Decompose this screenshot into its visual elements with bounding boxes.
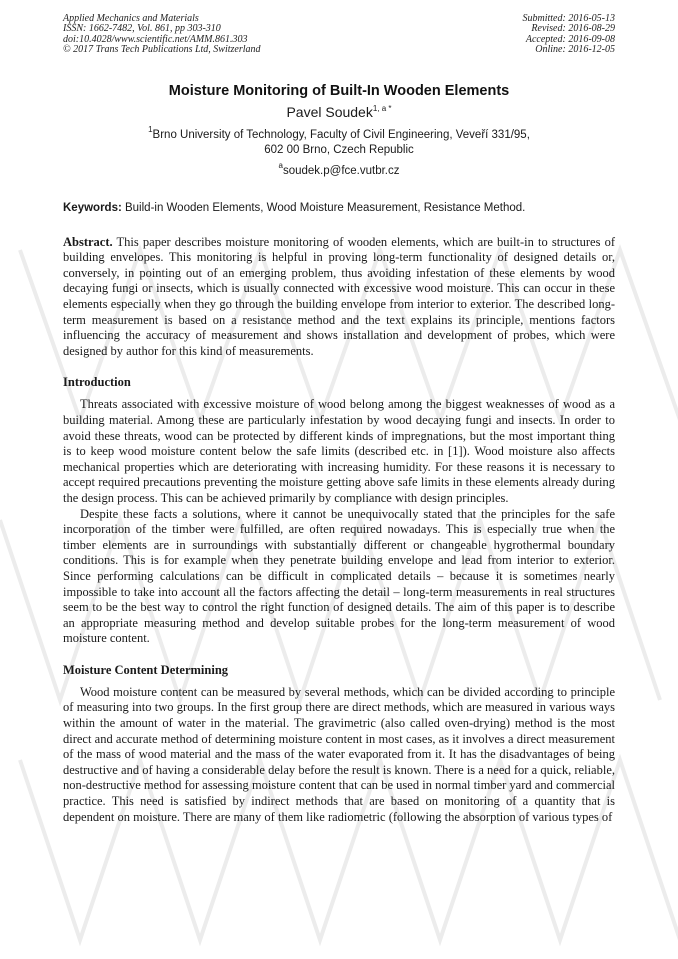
journal-info xyxy=(63,14,261,56)
author-email xyxy=(63,160,615,179)
publication-dates xyxy=(523,14,616,56)
abstract-label: Abstract. xyxy=(63,234,113,249)
online-date: Online: 2016-12-05 xyxy=(535,44,615,56)
journal-name: Applied Mechanics and Materials xyxy=(63,13,199,24)
paragraph: Wood moisture content can be measured by several methods, which can be divided according to principle of measuring into two groups. In the first group there are direct methods, which are measured in various ways within the amount of water in the material. The gravimetric (also called oven-drying) method is the most direct and accurate method of determining moisture content in most cases, as it involves a direct measurement of the mass of wood material and the mass of the water evaporated from it. It has the disadvantages of being destructive and of having a considerable delay before the result is known. There is a need for a quick, reliable, non-destructive method for assessing moisture content that can be used in normal timber yard and commercial practice. This need is satisfied by indirect methods that are based on monitoring of a quantity that is dependent on moisture. There are many of them like radiometric (following the absorption of various types of xyxy=(63,684,615,824)
abstract-text: This paper describes moisture monitoring of wooden elements, which are built-in to structures of building envelopes. This monitoring is helpful in proving long-term functionality of designed details or, conversely, in pointing out of an emerging problem, thus avoiding infestation of these elements by wood decaying fungi or insects, which is usually connected with excessive wood moisture. This can occur in these elements especially when they go through the building envelope from interior to exterior. The described long-term measurement is based on a resistance method and the text explains its principle, mentions factors influencing the accuracy of measurement and shows installation and development of probes, which were designed by author for this kind of measurements. xyxy=(63,234,615,358)
keywords-text: Build-in Wooden Elements, Wood Moisture Measurement, Resistance Method. xyxy=(121,201,526,214)
affiliation-line-1: Brno University of Technology, Faculty of Civil Engineering, Veveří 331/95, xyxy=(152,128,530,141)
author-marks: 1, a * xyxy=(372,103,392,113)
section-heading-introduction: Introduction xyxy=(63,375,131,390)
author-line xyxy=(63,103,615,121)
affiliation-line-2: 602 00 Brno, Czech Republic xyxy=(264,144,414,157)
journal-issn: ISSN: 1662-7482, Vol. 861, pp 303-310 xyxy=(63,23,221,35)
keywords-label: Keywords: xyxy=(63,201,122,214)
journal-copyright: © 2017 Trans Tech Publications Ltd, Switzerland xyxy=(63,44,261,56)
submitted-date: Submitted: 2016-05-13 xyxy=(522,13,615,24)
paper-page xyxy=(63,14,615,825)
affiliation-mark: 1 xyxy=(148,124,153,134)
accepted-date: Accepted: 2016-09-08 xyxy=(525,33,615,45)
paragraph: Despite these facts a solutions, where it cannot be unequivocally stated that the principles for the safe incorporation of the timber were fulfilled, are often required nowadays. This is especially true when the timber elements are in surroundings with substantially different or changeable hygrothermal boundary conditions. This is for example when they penetrate building envelope and lead from interior to exterior. Since performing calculations can be difficult in complicated details – because it is sometimes nearly impossible to take into account all the factors affecting the detail – long-term measurements in real structures seem to be the best way to control the right function of designed details. The aim of this paper is to describe an appropriate measuring method and develop suitable probes for the long-term measurement of wood moisture content. xyxy=(63,506,615,646)
paragraph: Threats associated with excessive moisture of wood belong among the biggest weaknesses of wood as a building material. Among these are particularly infestation by wood decaying fungi and insects. In order to avoid these threats, wood can be protected by different kinds of impregnations, but the most important thing is to keep wood moisture content below the safe limits (described etc. in [1]). Wood moisture also affects mechanical properties which are deteriorating with increasing humidity. For these reasons it is necessary to accept required precautions preventing the moisture getting above safe limits in these elements already during the design process. This can be achieved primarily by compliance with design principles. xyxy=(63,397,615,505)
email-address[interactable]: soudek.p@fce.vutbr.cz xyxy=(282,164,400,177)
paper-title: Moisture Monitoring of Built-In Wooden Elements xyxy=(168,82,510,99)
journal-doi: doi:10.4028/www.scientific.net/AMM.861.303 xyxy=(63,33,248,45)
affiliation xyxy=(63,124,615,159)
email-mark: a xyxy=(278,160,283,170)
author-name: Pavel Soudek xyxy=(286,103,373,120)
keywords xyxy=(63,201,615,216)
abstract xyxy=(63,235,615,360)
revised-date: Revised: 2016-08-29 xyxy=(531,23,615,35)
section-heading-moisture-content: Moisture Content Determining xyxy=(63,662,229,677)
journal-header xyxy=(63,14,615,56)
